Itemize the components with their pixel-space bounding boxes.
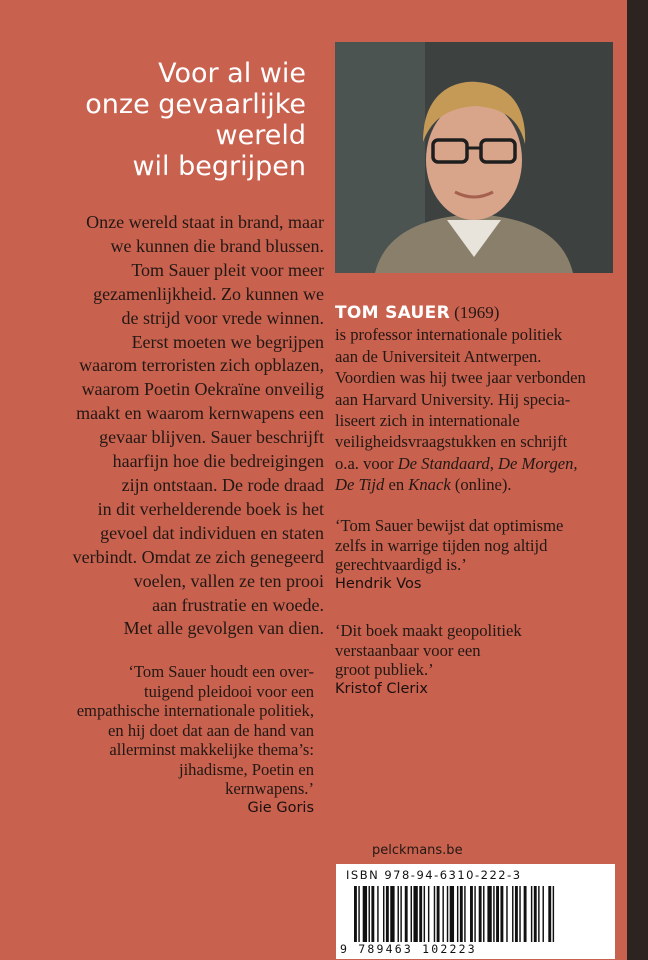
blurb-line: gevoel dat individuen en staten: [100, 522, 324, 543]
blurb-line: de strijd voor vrede winnen.: [121, 307, 324, 328]
blurb-line: haarfijn hoe die bedreigingen: [112, 451, 324, 472]
quote-line: zelfs in warrige tijden nog altijd: [335, 535, 548, 555]
barcode-bar: [496, 886, 499, 942]
barcode-bar: [493, 886, 494, 942]
barcode-bar: [500, 886, 503, 942]
author-photo: [335, 42, 613, 273]
headline-line: Voor al wie: [158, 58, 306, 89]
review-quote: [335, 516, 563, 594]
publication-name: Knack: [408, 475, 451, 495]
blurb-line: Tom Sauer pleit voor meer: [131, 259, 324, 280]
author-birth-year: (1969): [454, 303, 500, 322]
barcode-bar: [512, 886, 513, 942]
quote-author: Gie Goris: [247, 799, 314, 816]
blurb-line: in dit verhelderende boek is het: [97, 498, 324, 519]
barcode-bar: [411, 886, 412, 942]
barcode-bar: [464, 886, 465, 942]
publication-name: De Standaard: [397, 453, 490, 473]
barcode-bar: [400, 886, 401, 942]
quote-line: en hij doet dat aan de hand van: [108, 720, 314, 740]
isbn-label: ISBN 978-94-6310-222-3: [346, 868, 522, 882]
barcode-bars: [354, 886, 604, 942]
bio-line: aan Harvard University. Hij specia-: [335, 389, 571, 409]
quote-line: ‘Tom Sauer houdt een over-: [128, 662, 314, 681]
quote-line: empathische internationale politiek,: [76, 701, 314, 720]
quote-line: groot publiek.’: [335, 660, 434, 679]
blurb-line: maakt en waarom kernwapens een: [76, 403, 324, 424]
barcode-bar: [447, 886, 448, 942]
blurb-line: waarom Poetin Oekraïne onveilig: [81, 379, 324, 400]
bio-line: Voordien was hij twee jaar verbonden: [335, 368, 586, 388]
blurb-text: [46, 211, 324, 641]
barcode-bar: [543, 886, 544, 942]
barcode-bar: [437, 886, 440, 942]
quote-author: Hendrik Vos: [335, 575, 422, 592]
barcode-bar: [363, 886, 367, 942]
quote-line: ‘Tom Sauer bewijst dat optimisme: [335, 516, 564, 535]
review-quote: [335, 621, 522, 699]
barcode-bar: [538, 886, 539, 942]
bio-line: [335, 453, 615, 474]
quote-line: ‘Dit boek maakt geopolitiek: [335, 621, 522, 640]
barcode-bar: [474, 886, 475, 942]
blurb-line: we kunnen die brand blussen.: [110, 235, 324, 256]
quote-line: kernwapens.’: [225, 779, 314, 798]
barcode-bar: [405, 886, 408, 942]
barcode-bar: [386, 886, 389, 942]
barcode-bar: [398, 886, 399, 942]
author-portrait-image: [335, 42, 613, 273]
blurb-line: Onze wereld staat in brand, maar: [86, 212, 324, 232]
isbn-barcode: [336, 864, 615, 959]
barcode-bar: [483, 886, 484, 942]
barcode-bar: [424, 886, 425, 942]
barcode-bar: [506, 886, 507, 942]
barcode-bar: [419, 886, 422, 942]
blurb-line: zijn ontstaan. De rode draad: [121, 474, 324, 495]
cover-headline: [80, 58, 306, 182]
bio-text: ,: [489, 453, 499, 473]
barcode-bar: [434, 886, 435, 942]
review-quote: [70, 662, 314, 818]
quote-line: jihadisme, Poetin en: [178, 759, 314, 779]
headline-line: onze gevaarlijke: [85, 89, 306, 120]
blurb-line: aan frustratie en woede.: [152, 594, 324, 615]
barcode-bar: [442, 886, 443, 942]
book-spine-edge: [627, 0, 648, 960]
blurb-line: gevaar blijven. Sauer beschrijft: [99, 427, 324, 448]
publication-name: De Morgen,: [498, 453, 578, 473]
quote-line: allerminst makkelijke thema’s:: [109, 740, 314, 759]
barcode-digits: 9 789463 102223: [340, 942, 477, 956]
bio-line: is professor internationale politiek: [335, 325, 563, 345]
barcode-bar: [534, 886, 537, 942]
blurb-line: Met alle gevolgen van dien.: [123, 618, 324, 639]
blurb-line: Eerst moeten we begrijpen: [131, 331, 324, 352]
barcode-bar: [390, 886, 394, 942]
quote-line: verstaanbaar voor een: [335, 640, 481, 660]
barcode-bar: [413, 886, 417, 942]
barcode-bar: [450, 886, 454, 942]
barcode-bar: [470, 886, 473, 942]
barcode-bar: [383, 886, 384, 942]
headline-line: wil begrijpen: [132, 151, 306, 182]
barcode-bar: [487, 886, 491, 942]
publication-name: De Tijd: [335, 475, 385, 495]
quote-author: Kristof Clerix: [335, 680, 428, 697]
bio-text: en: [384, 475, 409, 495]
publisher-url: pelckmans.be: [372, 843, 463, 858]
barcode-bar: [371, 886, 374, 942]
barcode-bar: [548, 886, 551, 942]
barcode-bar: [457, 886, 458, 942]
blurb-line: voelen, vallen ze ten prooi: [133, 570, 324, 591]
barcode-bar: [369, 886, 370, 942]
headline-line: wereld: [215, 120, 306, 151]
bio-line: aan de Universiteit Antwerpen.: [335, 346, 542, 366]
barcode-bar: [524, 886, 527, 942]
barcode-bar: [428, 886, 429, 942]
bio-line: veiligheidsvraagstukken en schrijft: [335, 432, 568, 452]
barcode-bar: [358, 886, 359, 942]
bio-line: liseert zich in internationale: [335, 411, 520, 431]
blurb-line: waarom terroristen zich opblazen,: [79, 355, 324, 376]
barcode-bar: [479, 886, 482, 942]
blurb-line: verbindt. Omdat ze zich genegeerd: [72, 546, 324, 567]
barcode-bar: [460, 886, 463, 942]
author-name: TOM SAUER: [335, 303, 450, 323]
barcode-bar: [519, 886, 520, 942]
bio-text: (online).: [450, 475, 512, 495]
quote-line: tuigend pleidooi voor een: [143, 681, 314, 701]
quote-line: gerechtvaardigd is.’: [335, 555, 467, 574]
barcode-bar: [515, 886, 518, 942]
barcode-bar: [531, 886, 532, 942]
bio-line: [335, 474, 615, 495]
author-bio: [335, 302, 615, 496]
blurb-line: gezamenlijkheid. Zo kunnen we: [93, 283, 324, 304]
barcode-bar: [377, 886, 378, 942]
barcode-bar: [553, 886, 554, 942]
bio-text: o.a. voor: [335, 453, 398, 473]
barcode-bar: [354, 886, 357, 942]
